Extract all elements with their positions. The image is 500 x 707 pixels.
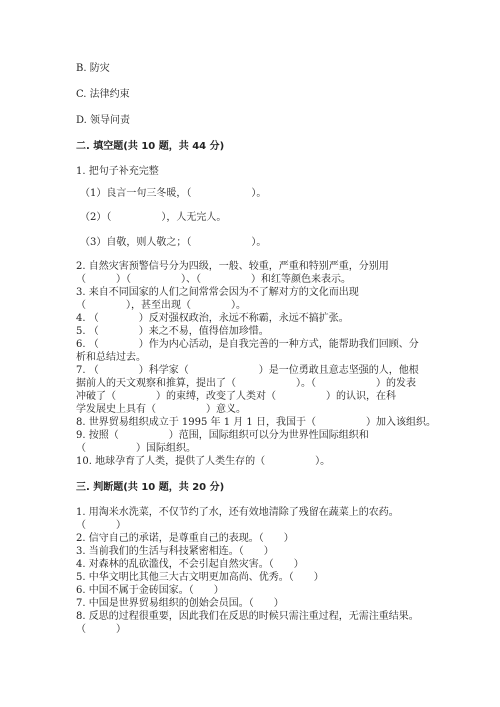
true-false-line: 3. 当前我们的生活与科技紧密相连。（ ） bbox=[76, 546, 274, 557]
option-d: D. 领导问责 bbox=[76, 115, 131, 126]
true-false-line: 1. 用淘米水洗菜，不仅节约了水，还有效地清除了残留在蔬菜上的农药。 bbox=[76, 507, 399, 518]
fill-blank-line: 4. （ ）反对强权政治，永远不称霸，永远不搞扩张。 bbox=[76, 313, 349, 324]
question-1-item: （1）良言一句三冬暖，（ ）。 bbox=[80, 188, 267, 199]
true-false-line: 6. 中国不属于金砖国家。（ ） bbox=[76, 585, 224, 596]
fill-blank-line: 学发展史上具有（ ）意义。 bbox=[76, 404, 246, 415]
fill-blank-line: （ ）（ ）、（ ）和红等颜色来表示。 bbox=[76, 274, 351, 285]
true-false-line: 4. 对森林的乱砍滥伐，不会引起自然灾害。（ ） bbox=[76, 559, 304, 570]
question-1-item: （3）自敬，则人敬之；（ ）。 bbox=[80, 237, 267, 248]
fill-blank-line: 3. 来自不同国家的人们之间常常会因为不了解对方的文化而出现 bbox=[76, 287, 359, 298]
fill-blank-line: 10. 地球孕育了人类，提供了人类生存的（ ）。 bbox=[76, 456, 331, 467]
fill-blank-line: 7. （ ）科学家（ ）是一位勇敢且意志坚强的人，他根 bbox=[76, 365, 419, 376]
fill-blank-line: 冲破了（ ）的束缚，改变了人类对（ ）的认识，在科 bbox=[76, 391, 396, 402]
fill-blank-line: 2. 自然灾害预警信号分为四级，一般、较重，严重和特别严重，分别用 bbox=[76, 261, 389, 272]
section-true-false-title: 三. 判断题(共 10 题，共 20 分) bbox=[76, 482, 225, 493]
fill-blank-line: 8. 世界贸易组织成立于 1995 年 1 月 1 日，我国于（ ）加入该组织。 bbox=[76, 417, 436, 428]
true-false-line: （ ） bbox=[76, 624, 126, 635]
true-false-line: （ ） bbox=[76, 520, 126, 531]
fill-blank-line: 5. （ ）来之不易，值得倍加珍惜。 bbox=[76, 326, 269, 337]
option-b: B. 防灾 bbox=[76, 63, 110, 74]
option-c: C. 法律约束 bbox=[76, 89, 130, 100]
fill-blank-line: 6. （ ）作为内心活动，是自我完善的一种方式，能帮助我们回顾、分 bbox=[76, 339, 419, 350]
true-false-line: 8. 反思的过程很重要，因此我们在反思的时候只需注重过程，无需注重结果。 bbox=[76, 611, 419, 622]
fill-blank-line: 析和总结过去。 bbox=[76, 352, 146, 363]
question-1-item: （2）（ ），人无完人。 bbox=[80, 212, 227, 223]
section-fill-blank-title: 二. 填空题(共 10 题，共 44 分) bbox=[76, 141, 225, 152]
fill-blank-line: （ ）国际组织。 bbox=[76, 443, 196, 454]
fill-blank-line: 据前人的天文观察和推算，提出了（ ）。（ ）的发表 bbox=[76, 378, 416, 389]
fill-blank-line: （ ），甚至出现（ ）。 bbox=[76, 300, 246, 311]
true-false-line: 2. 信守自己的承诺，是尊重自己的表现。（ ） bbox=[76, 533, 294, 544]
question-1-prompt: 1. 把句子补充完整 bbox=[76, 166, 159, 177]
true-false-line: 5. 中华文明比其他三大古文明更加高尚、优秀。（ ） bbox=[76, 572, 324, 583]
true-false-line: 7. 中国是世界贸易组织的创始会员国。（ ） bbox=[76, 598, 284, 609]
fill-blank-line: 9. 按照（ ）范围，国际组织可以分为世界性国际组织和 bbox=[76, 430, 369, 441]
